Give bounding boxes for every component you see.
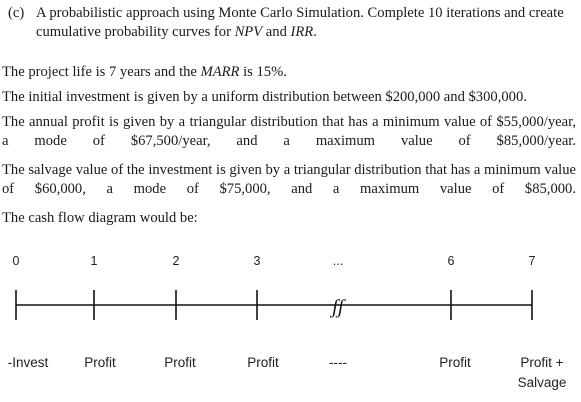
- timeline-break-mark: ʃʃ: [332, 296, 344, 318]
- problem-statement: [8, 4, 574, 42]
- cash-flow-label-7-line2: Salvage: [517, 375, 567, 390]
- period-label-0: 0: [12, 254, 20, 268]
- marr-term: MARR: [200, 64, 240, 80]
- irr-term: IRR: [290, 24, 314, 40]
- cash-flow-label-7: [518, 355, 567, 396]
- period-label-3: 3: [253, 254, 261, 268]
- annual-profit-text: The annual profit is given by a triangular distribution that has a minimum value of $55,000/year, a mode of $67,500/year, and a maximum value of $85,000/year.: [2, 114, 576, 149]
- salvage-value-text: The salvage value of the investment is given by a triangular distribution that has a minimum value of $60,000, a mode of $75,000, and a maximum value of $85,000.: [2, 162, 576, 197]
- cash-flow-label-2: Profit: [164, 355, 196, 370]
- cash-flow-label-7-line1: Profit +: [520, 355, 564, 370]
- problem-label: (c): [8, 5, 25, 21]
- timeline-axis: [0, 240, 581, 350]
- period-label-7: 7: [528, 254, 536, 268]
- initial-investment-text: The initial investment is given by a uniform distribution between $200,000 and $300,000.: [2, 89, 527, 105]
- problem-text-end: .: [313, 24, 317, 40]
- cash-flow-label-1: Profit: [84, 355, 116, 370]
- diagram-intro-text: The cash flow diagram would be:: [2, 210, 198, 226]
- period-label-2: 2: [172, 254, 180, 268]
- project-life-text: The project life is 7 years and the MARR is 15%.: [2, 64, 287, 80]
- cash-flow-label-3: Profit: [247, 355, 279, 370]
- npv-term: NPV: [234, 24, 263, 40]
- cash-flow-label-0: -Invest: [7, 355, 49, 370]
- period-label-ellipsis: ...: [332, 254, 344, 268]
- period-label-6: 6: [447, 254, 455, 268]
- problem-text-and: and: [262, 24, 291, 40]
- cash-flow-diagram: [0, 240, 581, 402]
- cash-flow-label-6: Profit: [439, 355, 471, 370]
- problem-text: A probabilistic approach using Monte Carlo Simulation. Complete 10 iterations and create cumulative probability curves for: [36, 5, 564, 40]
- cash-flow-label-ellipsis: ----: [329, 355, 347, 370]
- period-label-1: 1: [90, 254, 98, 268]
